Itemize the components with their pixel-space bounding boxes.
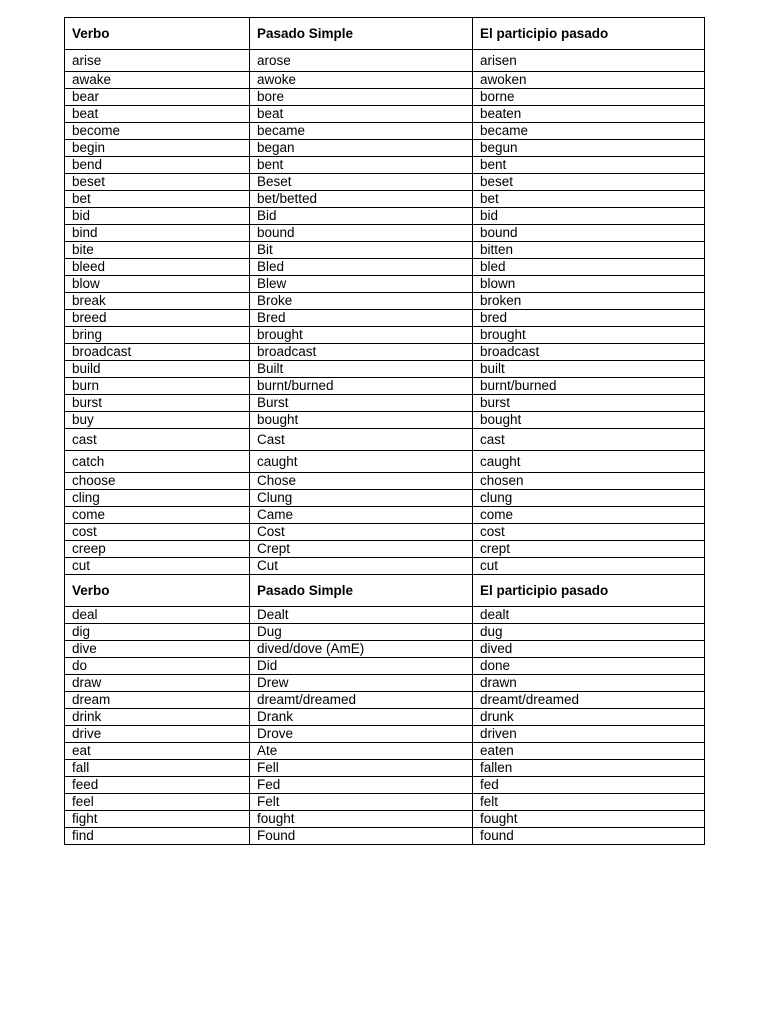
past-participle-cell: burnt/burned xyxy=(473,378,705,395)
verb-cell: beat xyxy=(65,106,250,123)
table-row xyxy=(65,777,705,794)
verb-cell: dig xyxy=(65,624,250,641)
verb-cell: break xyxy=(65,293,250,310)
past-participle-cell: blown xyxy=(473,276,705,293)
past-simple-cell: Did xyxy=(250,658,473,675)
past-simple-cell: Drank xyxy=(250,709,473,726)
past-participle-cell: beaten xyxy=(473,106,705,123)
past-participle-cell: bent xyxy=(473,157,705,174)
past-simple-cell: Came xyxy=(250,507,473,524)
table-row xyxy=(65,293,705,310)
past-simple-cell: Bled xyxy=(250,259,473,276)
header-pasado-simple: Pasado Simple xyxy=(250,18,473,50)
verb-cell: beset xyxy=(65,174,250,191)
past-simple-cell: bound xyxy=(250,225,473,242)
table-row xyxy=(65,692,705,709)
verb-cell: broadcast xyxy=(65,344,250,361)
past-participle-cell: borne xyxy=(473,89,705,106)
past-participle-cell: bound xyxy=(473,225,705,242)
table-row xyxy=(65,89,705,106)
past-participle-cell: found xyxy=(473,828,705,845)
past-simple-cell: Crept xyxy=(250,541,473,558)
past-simple-cell: dreamt/dreamed xyxy=(250,692,473,709)
header-verbo: Verbo xyxy=(65,18,250,50)
verb-cell: cost xyxy=(65,524,250,541)
table-row xyxy=(65,490,705,507)
header-participio-pasado: El participio pasado xyxy=(473,18,705,50)
table-row xyxy=(65,327,705,344)
verb-cell: blow xyxy=(65,276,250,293)
past-simple-cell: bet/betted xyxy=(250,191,473,208)
table-row xyxy=(65,828,705,845)
past-simple-cell: bore xyxy=(250,89,473,106)
verb-cell: awake xyxy=(65,72,250,89)
verb-cell: find xyxy=(65,828,250,845)
verb-cell: cut xyxy=(65,558,250,575)
past-participle-cell: cost xyxy=(473,524,705,541)
verb-cell: eat xyxy=(65,743,250,760)
verb-cell: cling xyxy=(65,490,250,507)
past-simple-cell: Fed xyxy=(250,777,473,794)
verb-cell: dream xyxy=(65,692,250,709)
past-simple-cell: Bred xyxy=(250,310,473,327)
past-simple-cell: Bit xyxy=(250,242,473,259)
past-participle-cell: done xyxy=(473,658,705,675)
verb-cell: bend xyxy=(65,157,250,174)
past-participle-cell: crept xyxy=(473,541,705,558)
past-simple-cell: Bid xyxy=(250,208,473,225)
table-row xyxy=(65,395,705,412)
past-simple-cell: Drove xyxy=(250,726,473,743)
table-row xyxy=(65,641,705,658)
table-row xyxy=(65,541,705,558)
past-participle-cell: dreamt/dreamed xyxy=(473,692,705,709)
past-simple-cell: fought xyxy=(250,811,473,828)
past-participle-cell: built xyxy=(473,361,705,378)
past-simple-cell: Cost xyxy=(250,524,473,541)
past-participle-cell: cut xyxy=(473,558,705,575)
verb-cell: begin xyxy=(65,140,250,157)
verb-cell: catch xyxy=(65,451,250,473)
table-row xyxy=(65,140,705,157)
verb-cell: come xyxy=(65,507,250,524)
verb-cell: dive xyxy=(65,641,250,658)
header-verbo: Verbo xyxy=(65,575,250,607)
past-participle-cell: broadcast xyxy=(473,344,705,361)
past-participle-cell: bought xyxy=(473,412,705,429)
past-participle-cell: brought xyxy=(473,327,705,344)
verb-cell: bind xyxy=(65,225,250,242)
table-row xyxy=(65,259,705,276)
past-participle-cell: bled xyxy=(473,259,705,276)
past-participle-cell: became xyxy=(473,123,705,140)
table-row xyxy=(65,658,705,675)
table-row xyxy=(65,157,705,174)
verb-cell: drink xyxy=(65,709,250,726)
header-pasado-simple: Pasado Simple xyxy=(250,575,473,607)
past-participle-cell: awoken xyxy=(473,72,705,89)
past-simple-cell: Cut xyxy=(250,558,473,575)
past-simple-cell: Clung xyxy=(250,490,473,507)
past-participle-cell: dived xyxy=(473,641,705,658)
past-participle-cell: bitten xyxy=(473,242,705,259)
past-participle-cell: bet xyxy=(473,191,705,208)
table-header-row xyxy=(65,575,705,607)
past-simple-cell: brought xyxy=(250,327,473,344)
past-participle-cell: cast xyxy=(473,429,705,451)
past-participle-cell: begun xyxy=(473,140,705,157)
table-row xyxy=(65,607,705,624)
verb-table-body xyxy=(65,18,705,845)
past-simple-cell: Cast xyxy=(250,429,473,451)
table-row xyxy=(65,344,705,361)
verb-cell: bleed xyxy=(65,259,250,276)
past-simple-cell: Built xyxy=(250,361,473,378)
table-row xyxy=(65,624,705,641)
past-simple-cell: arose xyxy=(250,50,473,72)
past-simple-cell: Drew xyxy=(250,675,473,692)
past-participle-cell: bred xyxy=(473,310,705,327)
past-simple-cell: Burst xyxy=(250,395,473,412)
past-simple-cell: Ate xyxy=(250,743,473,760)
table-row xyxy=(65,50,705,72)
past-participle-cell: eaten xyxy=(473,743,705,760)
past-participle-cell: chosen xyxy=(473,473,705,490)
past-participle-cell: fought xyxy=(473,811,705,828)
past-participle-cell: beset xyxy=(473,174,705,191)
table-row xyxy=(65,429,705,451)
verb-cell: breed xyxy=(65,310,250,327)
document-page xyxy=(64,17,704,845)
past-simple-cell: bought xyxy=(250,412,473,429)
table-row xyxy=(65,174,705,191)
past-simple-cell: became xyxy=(250,123,473,140)
past-simple-cell: Fell xyxy=(250,760,473,777)
table-row xyxy=(65,726,705,743)
verb-cell: fall xyxy=(65,760,250,777)
past-simple-cell: Broke xyxy=(250,293,473,310)
table-row xyxy=(65,191,705,208)
past-participle-cell: broken xyxy=(473,293,705,310)
past-participle-cell: drawn xyxy=(473,675,705,692)
table-header-row xyxy=(65,18,705,50)
verb-cell: arise xyxy=(65,50,250,72)
verb-cell: build xyxy=(65,361,250,378)
past-simple-cell: burnt/burned xyxy=(250,378,473,395)
verb-cell: buy xyxy=(65,412,250,429)
past-simple-cell: Dug xyxy=(250,624,473,641)
past-simple-cell: Found xyxy=(250,828,473,845)
verb-cell: burn xyxy=(65,378,250,395)
past-participle-cell: clung xyxy=(473,490,705,507)
past-participle-cell: dealt xyxy=(473,607,705,624)
table-row xyxy=(65,675,705,692)
past-participle-cell: fed xyxy=(473,777,705,794)
past-simple-cell: Blew xyxy=(250,276,473,293)
past-participle-cell: drunk xyxy=(473,709,705,726)
past-simple-cell: bent xyxy=(250,157,473,174)
past-simple-cell: beat xyxy=(250,106,473,123)
verb-cell: choose xyxy=(65,473,250,490)
table-row xyxy=(65,123,705,140)
table-row xyxy=(65,760,705,777)
past-simple-cell: awoke xyxy=(250,72,473,89)
verb-cell: bring xyxy=(65,327,250,344)
verb-cell: fight xyxy=(65,811,250,828)
table-row xyxy=(65,72,705,89)
past-participle-cell: dug xyxy=(473,624,705,641)
verb-cell: bet xyxy=(65,191,250,208)
table-row xyxy=(65,225,705,242)
past-simple-cell: Dealt xyxy=(250,607,473,624)
past-simple-cell: Felt xyxy=(250,794,473,811)
table-row xyxy=(65,811,705,828)
verb-cell: feed xyxy=(65,777,250,794)
table-row xyxy=(65,412,705,429)
table-row xyxy=(65,709,705,726)
table-row xyxy=(65,361,705,378)
table-row xyxy=(65,743,705,760)
verb-cell: do xyxy=(65,658,250,675)
table-row xyxy=(65,451,705,473)
verb-cell: feel xyxy=(65,794,250,811)
table-row xyxy=(65,794,705,811)
past-participle-cell: burst xyxy=(473,395,705,412)
verb-cell: deal xyxy=(65,607,250,624)
past-simple-cell: caught xyxy=(250,451,473,473)
table-row xyxy=(65,106,705,123)
past-simple-cell: Beset xyxy=(250,174,473,191)
verb-cell: bite xyxy=(65,242,250,259)
past-simple-cell: began xyxy=(250,140,473,157)
verb-cell: drive xyxy=(65,726,250,743)
table-row xyxy=(65,310,705,327)
past-participle-cell: caught xyxy=(473,451,705,473)
verb-cell: become xyxy=(65,123,250,140)
verb-cell: draw xyxy=(65,675,250,692)
past-participle-cell: come xyxy=(473,507,705,524)
past-simple-cell: broadcast xyxy=(250,344,473,361)
verb-cell: burst xyxy=(65,395,250,412)
table-row xyxy=(65,208,705,225)
past-participle-cell: fallen xyxy=(473,760,705,777)
table-row xyxy=(65,473,705,490)
header-participio-pasado: El participio pasado xyxy=(473,575,705,607)
past-participle-cell: felt xyxy=(473,794,705,811)
verb-cell: creep xyxy=(65,541,250,558)
verb-cell: bear xyxy=(65,89,250,106)
past-participle-cell: driven xyxy=(473,726,705,743)
past-simple-cell: dived/dove (AmE) xyxy=(250,641,473,658)
table-row xyxy=(65,507,705,524)
verb-cell: cast xyxy=(65,429,250,451)
verb-cell: bid xyxy=(65,208,250,225)
table-row xyxy=(65,276,705,293)
table-row xyxy=(65,378,705,395)
irregular-verbs-table xyxy=(64,17,705,845)
table-row xyxy=(65,524,705,541)
past-participle-cell: bid xyxy=(473,208,705,225)
past-simple-cell: Chose xyxy=(250,473,473,490)
past-participle-cell: arisen xyxy=(473,50,705,72)
table-row xyxy=(65,242,705,259)
table-row xyxy=(65,558,705,575)
